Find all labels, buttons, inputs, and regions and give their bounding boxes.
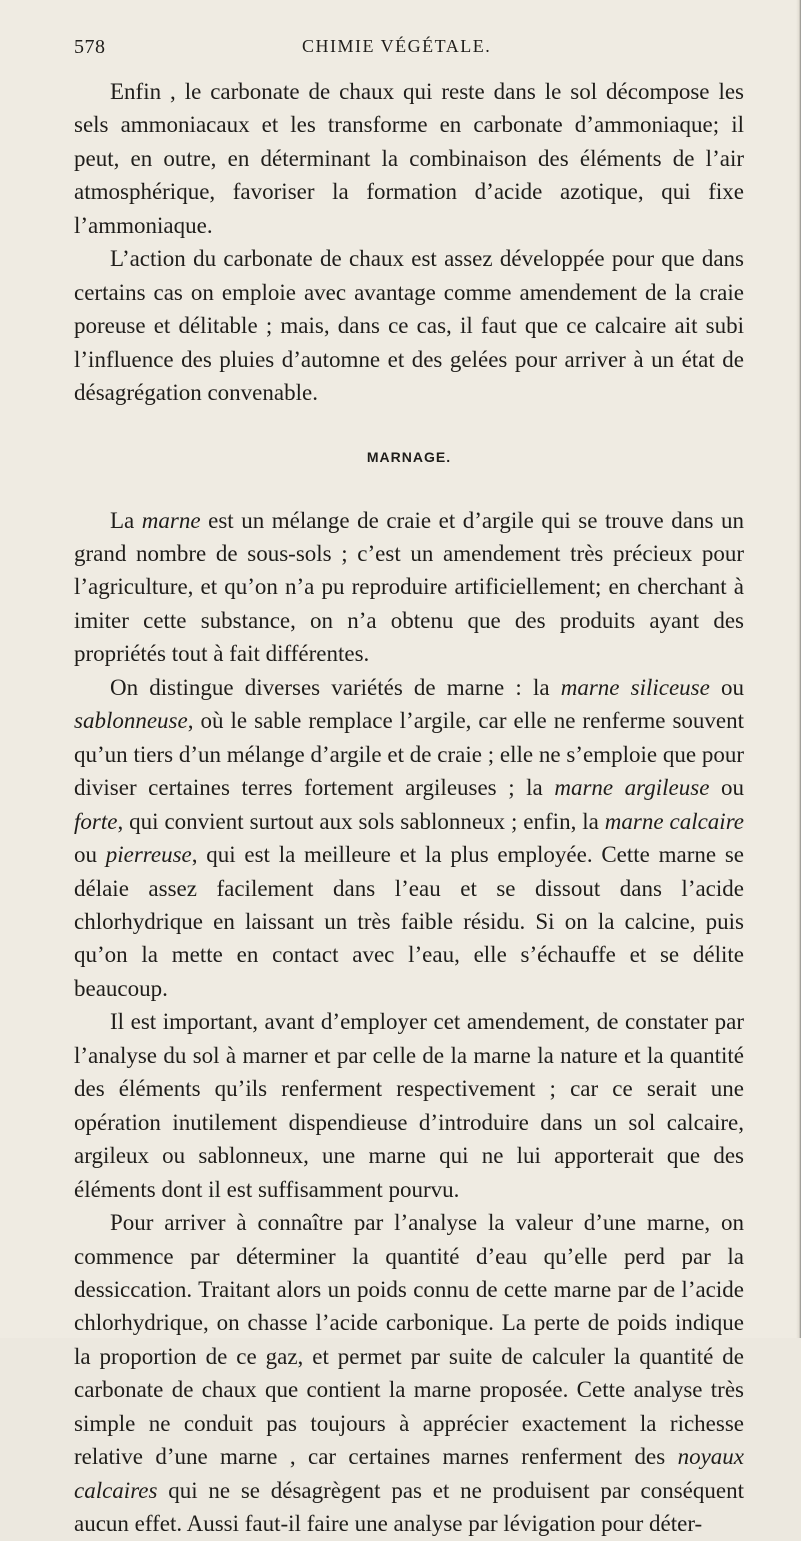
term-forte: forte xyxy=(74,808,118,834)
term-marne-argileuse: marne argileuse xyxy=(554,775,710,801)
term-sablonneuse: sablonneuse xyxy=(74,708,188,734)
paragraph-carbonate-chaux-sol: Enfin , le carbonate de chaux qui reste dans le sol décompose les sels ammoniacaux et les transforme en carbonate d’ammoniaque; il peut, en outre, en déterminant la combinaison des éléments de l’air atmosphérique, favoriser la formation d’acide azotique, qui fixe l’ammoniaque. xyxy=(74,79,744,238)
page-edge-shadow xyxy=(796,0,801,1338)
paragraph-action-carbonate: L’action du carbonate de chaux est assez développée pour que dans certains cas on emploie avec avantage comme amendement de la craie poreuse et délitable ; mais, dans ce cas, il faut que ce calcaire ait subi l’influence des pluies d’automne et des gelées pour arriver à un état de désagrégation convenable. xyxy=(74,246,744,406)
term-noyaux-calcaires: noyaux calcaires xyxy=(74,1444,744,1503)
page-number: 578 xyxy=(74,36,106,58)
running-head: CHIMIE VÉGÉTALE. xyxy=(302,36,492,56)
term-pierreuse: pierreuse xyxy=(105,842,192,868)
term-marne: marne xyxy=(141,507,201,533)
body-text xyxy=(74,75,744,1541)
paragraph-analyse-sol: Il est important, avant d’employer cet amendement, de constater par l’analyse du sol à marner et par celle de la marne la nature et la quantité des éléments qu’ils renferment respectivement ; car ce serait une opération inutilement dispendieuse d’introduire dans un sol calcaire, argileux ou sablonneux, une marne qui ne lui apporterait que des éléments dont il est suffisamment pourvu. xyxy=(74,1009,744,1202)
paragraph-varietes-marne: On distingue diverses variétés de marne : la marne siliceuse ou sablonneuse, où le sable remplace l’argile, car elle ne renferme souvent qu’un tiers d’un mélange d’argile et de craie ; elle ne s’emploie que pour diviser certaines terres fortement argileuses ; la marne argileuse ou forte, qui convient surtout aux sols sablonneux ; enfin, la marne calcaire ou pierreuse, qui est la meilleure et la plus employée. Cette marne se délaie assez facilement dans l’eau et se dissout dans l’acide chlorhydrique en laissant un très faible résidu. Si on la calcine, puis qu’on la mette en contact avec l’eau, elle s’échauffe et se délite beaucoup. xyxy=(74,674,745,1001)
paragraph-definition-marne: La marne est un mélange de craie et d’argile qui se trouve dans un grand nombre de sous-sols ; c’est un amendement très précieux pour l’agriculture, et qu’on n’a pu reproduire artificiellement; en cherchant à imiter cette substance, on n’a obtenu que des produits ayant des propriétés tout à fait différentes. xyxy=(74,507,744,667)
section-heading-marnage: MARNAGE. xyxy=(366,448,452,465)
term-marne-calcaire: marne calcaire xyxy=(604,808,745,834)
paragraph-analyse-marne: Pour arriver à connaître par l’analyse la valeur d’une marne, on commence par déterminer la quantité d’eau qu’elle perd par la dessiccation. Traitant alors un poids connu de cette marne par de l’acide chlorhydrique, on chasse l’acide carbonique. La perte de poids indique la proportion de ce gaz, et permet par suite de calculer la quantité de carbonate de chaux que contient la marne proposée. Cette analyse très simple ne conduit pas toujours à apprécier exactement la richesse relative d’une marne , car certaines marnes renferment des noyaux calcaires qui ne se désagrègent pas et ne produisent par conséquent aucun effet. Aussi faut-il faire une analyse par lévigation pour déter- xyxy=(74,1210,744,1537)
term-marne-siliceuse: marne siliceuse xyxy=(560,674,710,700)
page-header xyxy=(74,36,751,64)
